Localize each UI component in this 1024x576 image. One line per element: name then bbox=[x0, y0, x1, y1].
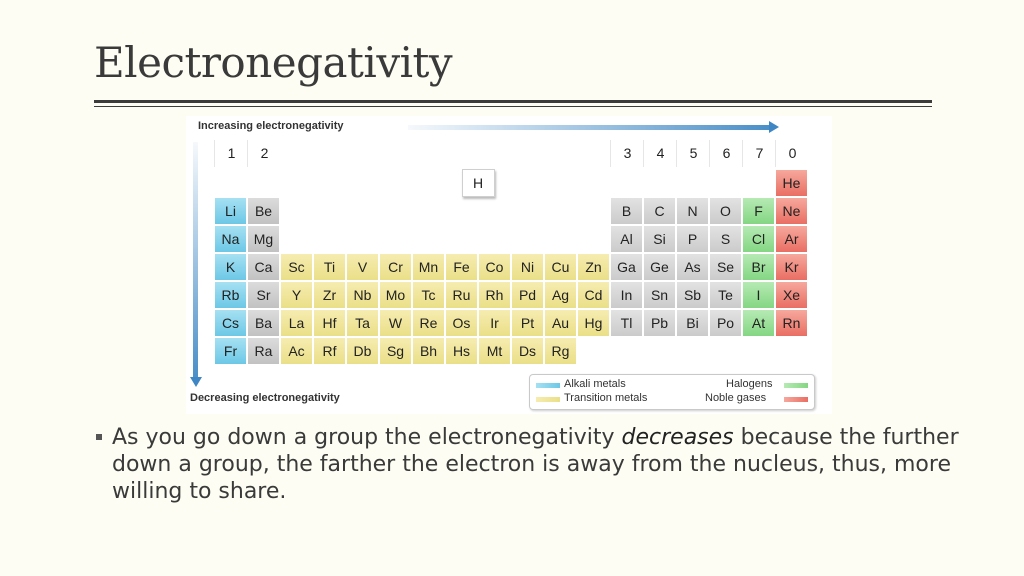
element-cell: Po bbox=[709, 309, 742, 337]
element-cell: Ge bbox=[643, 253, 676, 281]
legend bbox=[529, 374, 815, 410]
element-cell: Ne bbox=[775, 197, 808, 225]
legend-label-alkali: Alkali metals bbox=[564, 378, 626, 390]
element-cell: Bh bbox=[412, 337, 445, 365]
element-cell: V bbox=[346, 253, 379, 281]
legend-label-transition: Transition metals bbox=[564, 392, 648, 404]
element-cell: Rg bbox=[544, 337, 577, 365]
legend-swatch-alkali bbox=[536, 383, 560, 388]
element-cell: Ds bbox=[511, 337, 544, 365]
element-cell: Ac bbox=[280, 337, 313, 365]
element-cell: Ni bbox=[511, 253, 544, 281]
element-cell: W bbox=[379, 309, 412, 337]
title-divider-thin bbox=[94, 106, 932, 107]
down-arrow-icon bbox=[190, 377, 202, 387]
element-cell: F bbox=[742, 197, 775, 225]
element-cell: Co bbox=[478, 253, 511, 281]
element-cell: Ar bbox=[775, 225, 808, 253]
group-number: 4 bbox=[643, 140, 677, 167]
group-number: 6 bbox=[709, 140, 743, 167]
element-cell: H bbox=[462, 169, 495, 197]
increasing-arrow-shaft bbox=[408, 125, 770, 130]
group-number: 0 bbox=[775, 140, 809, 167]
element-cell: Fr bbox=[214, 337, 247, 365]
element-cell: Re bbox=[412, 309, 445, 337]
element-cell: Ca bbox=[247, 253, 280, 281]
element-cell: La bbox=[280, 309, 313, 337]
element-cell: Sg bbox=[379, 337, 412, 365]
element-cell: Ta bbox=[346, 309, 379, 337]
element-cell: I bbox=[742, 281, 775, 309]
bullet-text-emphasis: decreases bbox=[621, 425, 734, 450]
element-cell: Rh bbox=[478, 281, 511, 309]
element-cell: Hs bbox=[445, 337, 478, 365]
element-cell: Os bbox=[445, 309, 478, 337]
element-cell: Cl bbox=[742, 225, 775, 253]
element-cell: Y bbox=[280, 281, 313, 309]
element-cell: S bbox=[709, 225, 742, 253]
element-cell: Mg bbox=[247, 225, 280, 253]
group-number: 5 bbox=[676, 140, 710, 167]
right-arrow-icon bbox=[769, 121, 779, 133]
element-cell: Ba bbox=[247, 309, 280, 337]
element-cell: Al bbox=[610, 225, 643, 253]
group-number: 3 bbox=[610, 140, 644, 167]
element-cell: Mo bbox=[379, 281, 412, 309]
bullet-text-part2: because the further down a group, the farther the electron is away from the nucleus, thus, more willing to share. bbox=[112, 425, 959, 504]
element-cell: Rb bbox=[214, 281, 247, 309]
element-cell: Hf bbox=[313, 309, 346, 337]
decreasing-electronegativity-label: Decreasing electronegativity bbox=[190, 392, 340, 404]
bullet-text bbox=[112, 424, 972, 505]
element-cell: Sb bbox=[676, 281, 709, 309]
element-cell: Ti bbox=[313, 253, 346, 281]
element-cell: Te bbox=[709, 281, 742, 309]
element-cell: He bbox=[775, 169, 808, 197]
element-cell: Tc bbox=[412, 281, 445, 309]
legend-swatch-transition bbox=[536, 397, 560, 402]
element-cell: Kr bbox=[775, 253, 808, 281]
element-cell: Br bbox=[742, 253, 775, 281]
group-number: 7 bbox=[742, 140, 776, 167]
element-cell: Pt bbox=[511, 309, 544, 337]
element-cell: Cs bbox=[214, 309, 247, 337]
element-cell: Sr bbox=[247, 281, 280, 309]
decreasing-arrow-shaft bbox=[193, 142, 198, 378]
element-cell: Xe bbox=[775, 281, 808, 309]
element-cell: Pb bbox=[643, 309, 676, 337]
element-cell: In bbox=[610, 281, 643, 309]
element-cell: N bbox=[676, 197, 709, 225]
element-cell: Cr bbox=[379, 253, 412, 281]
legend-swatch-halogen bbox=[784, 383, 808, 388]
element-cell: Mn bbox=[412, 253, 445, 281]
element-cell: Ra bbox=[247, 337, 280, 365]
group-number: 1 bbox=[214, 140, 248, 167]
element-cell: Rn bbox=[775, 309, 808, 337]
element-cell: Tl bbox=[610, 309, 643, 337]
element-cell: Si bbox=[643, 225, 676, 253]
bullet-text-part1: As you go down a group the electronegativity bbox=[112, 425, 622, 450]
element-cell: Au bbox=[544, 309, 577, 337]
element-cell: Rf bbox=[313, 337, 346, 365]
title-divider-thick bbox=[94, 100, 932, 103]
element-cell: Ru bbox=[445, 281, 478, 309]
element-cell: Sc bbox=[280, 253, 313, 281]
element-cell: Na bbox=[214, 225, 247, 253]
legend-label-noble: Noble gases bbox=[705, 392, 767, 404]
element-cell: B bbox=[610, 197, 643, 225]
element-cell: Sn bbox=[643, 281, 676, 309]
element-cell: Nb bbox=[346, 281, 379, 309]
element-cell: Db bbox=[346, 337, 379, 365]
element-cell: K bbox=[214, 253, 247, 281]
element-cell: Bi bbox=[676, 309, 709, 337]
element-cell: As bbox=[676, 253, 709, 281]
element-cell: Ag bbox=[544, 281, 577, 309]
element-cell: Cu bbox=[544, 253, 577, 281]
element-cell: Zr bbox=[313, 281, 346, 309]
element-cell: Cd bbox=[577, 281, 610, 309]
element-cell: P bbox=[676, 225, 709, 253]
element-cell: Ga bbox=[610, 253, 643, 281]
element-cell: Li bbox=[214, 197, 247, 225]
element-cell: Se bbox=[709, 253, 742, 281]
element-cell: Be bbox=[247, 197, 280, 225]
slide-title: Electronegativity bbox=[94, 38, 453, 87]
legend-label-halogen: Halogens bbox=[726, 378, 773, 390]
element-cell: Mt bbox=[478, 337, 511, 365]
element-cell: O bbox=[709, 197, 742, 225]
group-number: 2 bbox=[247, 140, 281, 167]
element-cell: Hg bbox=[577, 309, 610, 337]
element-cell: Ir bbox=[478, 309, 511, 337]
element-cell: Fe bbox=[445, 253, 478, 281]
element-cell: C bbox=[643, 197, 676, 225]
periodic-table-figure bbox=[186, 116, 832, 414]
bullet-marker bbox=[96, 434, 102, 440]
increasing-electronegativity-label: Increasing electronegativity bbox=[198, 120, 344, 132]
element-cell: At bbox=[742, 309, 775, 337]
element-cell: Pd bbox=[511, 281, 544, 309]
element-cell: Zn bbox=[577, 253, 610, 281]
legend-swatch-noble bbox=[784, 397, 808, 402]
